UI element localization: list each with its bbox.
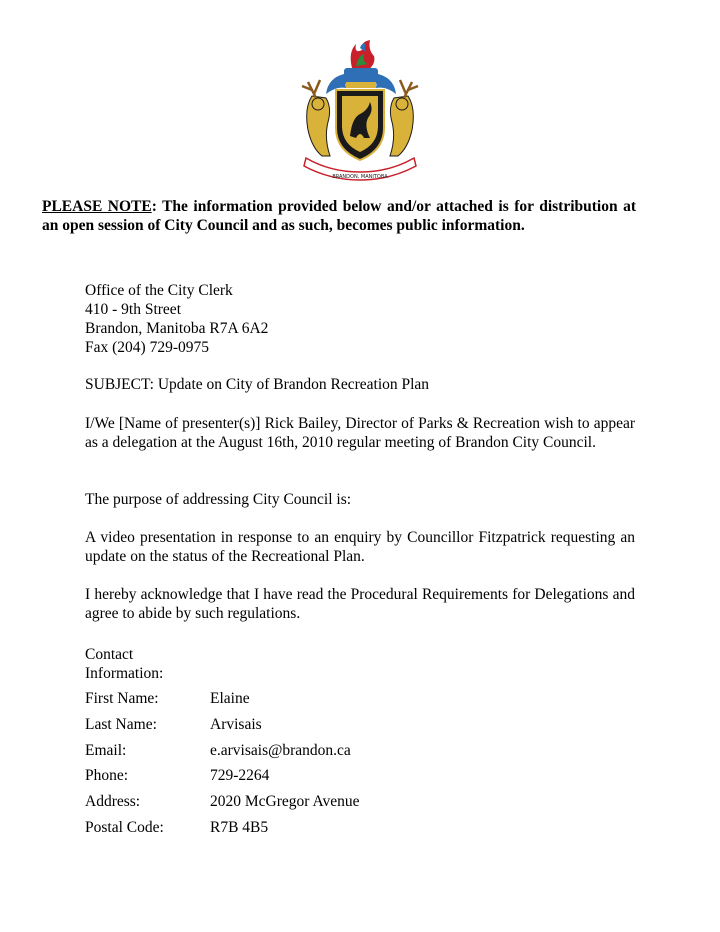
address-line: Fax (204) 729-0975 [85, 339, 209, 356]
contact-value: Elaine [210, 690, 250, 707]
clerk-address [85, 281, 635, 357]
purpose-label: The purpose of addressing City Council is: [85, 491, 352, 508]
address-line: 410 - 9th Street [85, 301, 181, 318]
contact-value: 2020 McGregor Avenue [210, 793, 360, 811]
contact-label: Last Name: [85, 715, 157, 733]
contact-row [85, 741, 360, 767]
contact-label: Postal Code: [85, 818, 164, 836]
address-line: Office of the City Clerk [85, 282, 233, 299]
acknowledgement: I hereby acknowledge that I have read the Procedural Requirements for Delegations and agree to abide by such regulations. [85, 586, 635, 622]
contact-value: R7B 4B5 [210, 818, 269, 836]
contact-value: Arvisais [210, 715, 262, 733]
contact-heading: Contact Information: [85, 646, 164, 682]
notice-lead: PLEASE NOTE [42, 198, 152, 215]
crest-motto: BRANDON, MANITOBA [332, 174, 388, 180]
contact-value: e.arvisais@brandon.ca [210, 741, 351, 759]
crest-crown [344, 68, 378, 84]
subject-line: SUBJECT: Update on City of Brandon Recreation Plan [85, 376, 430, 393]
notice-text: : The information provided below and/or attached is for distribution at an open session of City Council and as such, becomes public information. [42, 198, 636, 234]
public-notice [42, 197, 636, 235]
contact-row [85, 766, 360, 792]
contact-row [85, 715, 360, 741]
contact-value: 729-2264 [210, 767, 270, 785]
purpose-text: A video presentation in response to an enquiry by Councillor Fitzpatrick requesting an update on the status of the Recreational Plan. [85, 529, 635, 565]
contact-row [85, 689, 360, 715]
contact-label: Phone: [85, 767, 129, 785]
contact-row [85, 818, 360, 844]
contact-row [85, 792, 360, 818]
contact-table [85, 689, 360, 844]
delegation-statement: I/We [Name of presenter(s)] Rick Bailey, Director of Parks & Recreation wish to appear as a delegation at the August 16th, 2010 regular meeting of Brandon City Council. [85, 415, 635, 451]
contact-label: Email: [85, 741, 127, 759]
contact-label: Address: [85, 793, 141, 811]
city-crest-logo [290, 38, 430, 183]
contact-label: First Name: [85, 690, 159, 707]
address-line: Brandon, Manitoba R7A 6A2 [85, 320, 269, 337]
